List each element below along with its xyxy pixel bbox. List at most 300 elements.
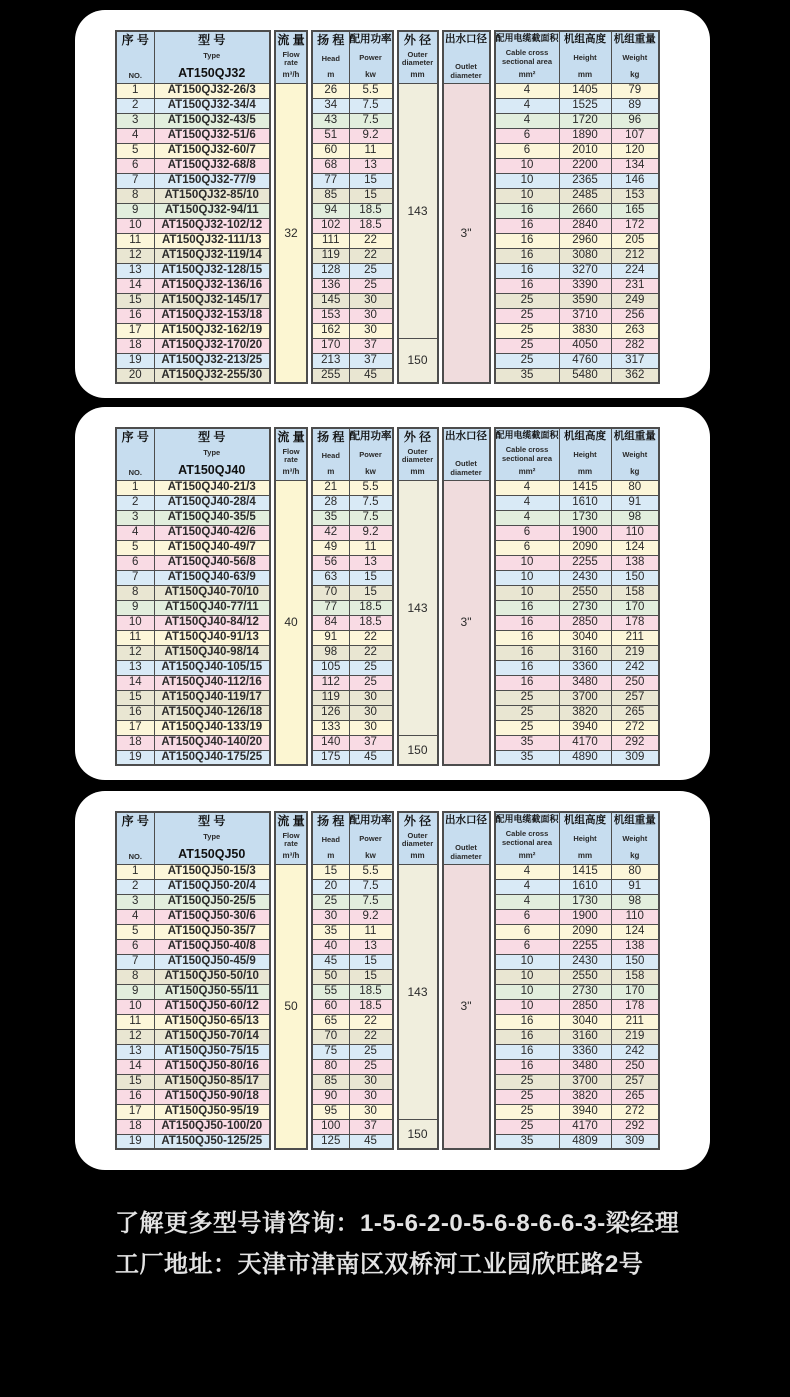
- weight-cell: 211: [611, 1014, 659, 1029]
- header-cell-content: [276, 33, 306, 81]
- no-cell: 19: [116, 750, 154, 765]
- head-label-zh: 扬 程: [317, 430, 345, 445]
- header-cell-content: [276, 814, 306, 862]
- head-cell: 70: [312, 585, 349, 600]
- head-cell: 34: [312, 98, 349, 113]
- head-cell: 213: [312, 353, 349, 368]
- weight-unit-label: kg: [630, 467, 640, 477]
- height-cell: 4050: [559, 338, 611, 353]
- table-row: [116, 1119, 659, 1134]
- head-cell: 170: [312, 338, 349, 353]
- header-cell-content: [444, 430, 489, 478]
- power-unit-label: kw: [365, 851, 376, 861]
- power-cell: 18.5: [349, 999, 393, 1014]
- no-cell: 3: [116, 113, 154, 128]
- head-cell: 35: [312, 510, 349, 525]
- height-cell: 2840: [559, 218, 611, 233]
- cable-label-en: Cable cross sectional area: [501, 47, 553, 66]
- weight-cell: 107: [611, 128, 659, 143]
- table-body: [116, 864, 659, 1149]
- head-cell: 105: [312, 660, 349, 675]
- power-cell: 25: [349, 660, 393, 675]
- table-row: [116, 480, 659, 495]
- type-cell: AT150QJ32-213/25: [154, 353, 270, 368]
- head-cell: 125: [312, 1134, 349, 1149]
- flow-label-zh: 流 量: [277, 33, 305, 48]
- type-cell: AT150QJ40-42/6: [154, 525, 270, 540]
- header-cell-content: [350, 814, 392, 862]
- head-cell: 126: [312, 705, 349, 720]
- type-label-zh: 型 号: [198, 430, 226, 445]
- type-cell: AT150QJ32-77/9: [154, 173, 270, 188]
- type-cell: AT150QJ32-170/20: [154, 338, 270, 353]
- power-unit-label: kw: [365, 70, 376, 80]
- outlet-merged-cell: 3": [443, 83, 490, 383]
- table-row: [116, 98, 659, 113]
- head-cell: 68: [312, 158, 349, 173]
- table-header: [116, 428, 659, 480]
- cable-cell: 6: [495, 540, 560, 555]
- head-cell: 25: [312, 894, 349, 909]
- type-cell: AT150QJ40-77/11: [154, 600, 270, 615]
- type-label-en: Type: [203, 51, 221, 61]
- no-cell: 15: [116, 690, 154, 705]
- power-cell: 30: [349, 308, 393, 323]
- outlet-merged-cell: 3": [443, 864, 490, 1149]
- no-cell: 4: [116, 909, 154, 924]
- power-cell: 37: [349, 338, 393, 353]
- height-cell: 3820: [559, 705, 611, 720]
- table-row: [116, 143, 659, 158]
- cable-cell: 10: [495, 999, 560, 1014]
- power-cell: 7.5: [349, 495, 393, 510]
- table-row: [116, 128, 659, 143]
- outer-label-en: Outer diameter: [401, 446, 434, 465]
- type-cell: AT150QJ40-175/25: [154, 750, 270, 765]
- outlet-label-zh: 出水口径: [445, 814, 487, 827]
- power-cell: 22: [349, 1014, 393, 1029]
- cable-cell: 10: [495, 954, 560, 969]
- power-cell: 30: [349, 323, 393, 338]
- flow-label-zh: 流 量: [277, 430, 305, 445]
- weight-cell: 120: [611, 143, 659, 158]
- type-cell: AT150QJ32-60/7: [154, 143, 270, 158]
- table-row: [116, 510, 659, 525]
- height-cell: 2365: [559, 173, 611, 188]
- weight-cell: 250: [611, 675, 659, 690]
- outer-column-header: [398, 31, 438, 83]
- head-cell: 40: [312, 939, 349, 954]
- no-cell: 13: [116, 660, 154, 675]
- weight-label-zh: 机组重量: [613, 430, 656, 443]
- head-cell: 65: [312, 1014, 349, 1029]
- header-cell-content: [117, 814, 154, 862]
- head-cell: 119: [312, 248, 349, 263]
- header-cell-content: [155, 430, 270, 478]
- head-cell: 77: [312, 173, 349, 188]
- cable-label-zh: 配用电缆截面积: [495, 430, 559, 441]
- no-cell: 3: [116, 894, 154, 909]
- outer-label-zh: 外 径: [403, 814, 432, 829]
- power-cell: 15: [349, 585, 393, 600]
- cable-cell: 16: [495, 1059, 560, 1074]
- type-column-header: [154, 428, 270, 480]
- no-cell: 1: [116, 480, 154, 495]
- header-cell-content: [612, 33, 659, 81]
- weight-cell: 257: [611, 1074, 659, 1089]
- head-cell: 119: [312, 690, 349, 705]
- table-row: [116, 353, 659, 368]
- no-cell: 12: [116, 248, 154, 263]
- cable-cell: 10: [495, 173, 560, 188]
- weight-unit-label: kg: [630, 851, 640, 861]
- cable-cell: 16: [495, 1014, 560, 1029]
- height-unit-label: mm: [577, 851, 593, 861]
- no-cell: 8: [116, 585, 154, 600]
- weight-cell: 242: [611, 1044, 659, 1059]
- type-cell: AT150QJ40-21/3: [154, 480, 270, 495]
- cable-cell: 10: [495, 158, 560, 173]
- weight-cell: 96: [611, 113, 659, 128]
- head-cell: 140: [312, 735, 349, 750]
- weight-cell: 231: [611, 278, 659, 293]
- height-cell: 2255: [559, 939, 611, 954]
- head-label-en: Head: [321, 834, 340, 844]
- weight-cell: 124: [611, 924, 659, 939]
- weight-column-header: [611, 31, 659, 83]
- table-row: [116, 113, 659, 128]
- type-cell: AT150QJ32-111/13: [154, 233, 270, 248]
- flow-merged-cell: 50: [275, 864, 307, 1149]
- header-cell-content: [313, 814, 349, 862]
- head-unit-label: m: [327, 851, 335, 861]
- header-cell-content: [560, 814, 611, 862]
- header-cell-content: [117, 430, 154, 478]
- table-row: [116, 540, 659, 555]
- table-row: [116, 495, 659, 510]
- power-cell: 7.5: [349, 894, 393, 909]
- weight-cell: 292: [611, 1119, 659, 1134]
- no-cell: 7: [116, 570, 154, 585]
- cable-cell: 35: [495, 1134, 560, 1149]
- outer-unit-label: mm: [410, 467, 425, 477]
- head-cell: 112: [312, 675, 349, 690]
- cable-cell: 4: [495, 864, 560, 879]
- weight-cell: 224: [611, 263, 659, 278]
- type-cell: AT150QJ40-133/19: [154, 720, 270, 735]
- weight-cell: 212: [611, 248, 659, 263]
- height-cell: 2430: [559, 954, 611, 969]
- head-cell: 128: [312, 263, 349, 278]
- weight-cell: 272: [611, 720, 659, 735]
- type-cell: AT150QJ50-35/7: [154, 924, 270, 939]
- outlet-label-en: Outlet diameter: [450, 62, 482, 80]
- height-cell: 1610: [559, 879, 611, 894]
- pump-spec-table-qj50: [115, 811, 660, 1150]
- header-cell-content: [399, 814, 437, 862]
- cable-cell: 4: [495, 495, 560, 510]
- flow-unit-label: m³/h: [282, 467, 300, 477]
- power-cell: 22: [349, 630, 393, 645]
- weight-cell: 158: [611, 969, 659, 984]
- height-label-en: Height: [573, 834, 597, 844]
- no-cell: 14: [116, 278, 154, 293]
- power-cell: 5.5: [349, 83, 393, 98]
- head-cell: 162: [312, 323, 349, 338]
- no-cell: 1: [116, 864, 154, 879]
- no-cell: 5: [116, 924, 154, 939]
- table-row: [116, 525, 659, 540]
- no-cell: 10: [116, 615, 154, 630]
- weight-cell: 205: [611, 233, 659, 248]
- weight-label-zh: 机组重量: [613, 33, 656, 46]
- weight-cell: 150: [611, 954, 659, 969]
- spec-card-qj50: [75, 791, 710, 1170]
- no-cell: 2: [116, 495, 154, 510]
- table-row: [116, 939, 659, 954]
- outlet-column-header: [443, 31, 490, 83]
- power-cell: 30: [349, 720, 393, 735]
- type-cell: AT150QJ32-153/18: [154, 308, 270, 323]
- pump-spec-table-qj40: [115, 427, 660, 766]
- weight-cell: 110: [611, 525, 659, 540]
- head-cell: 55: [312, 984, 349, 999]
- table-row: [116, 630, 659, 645]
- no-label-en: NO.: [128, 851, 142, 861]
- type-cell: AT150QJ32-26/3: [154, 83, 270, 98]
- table-row: [116, 293, 659, 308]
- type-cell: AT150QJ40-28/4: [154, 495, 270, 510]
- no-cell: 5: [116, 143, 154, 158]
- outer-column-header: [398, 428, 438, 480]
- weight-cell: 170: [611, 600, 659, 615]
- header-row: [116, 31, 659, 83]
- no-column-header: [116, 812, 154, 864]
- cable-cell: 25: [495, 353, 560, 368]
- head-cell: 102: [312, 218, 349, 233]
- power-cell: 11: [349, 924, 393, 939]
- outlet-label-en: Outlet diameter: [450, 459, 482, 477]
- head-cell: 15: [312, 864, 349, 879]
- power-cell: 7.5: [349, 113, 393, 128]
- table-row: [116, 720, 659, 735]
- power-cell: 37: [349, 1119, 393, 1134]
- head-cell: 26: [312, 83, 349, 98]
- height-column-header: [559, 428, 611, 480]
- no-cell: 9: [116, 203, 154, 218]
- cable-cell: 10: [495, 984, 560, 999]
- height-cell: 2850: [559, 615, 611, 630]
- type-cell: AT150QJ40-91/13: [154, 630, 270, 645]
- series-model-label: AT150QJ40: [178, 463, 246, 478]
- header-row: [116, 428, 659, 480]
- weight-cell: 150: [611, 570, 659, 585]
- power-cell: 13: [349, 158, 393, 173]
- cable-cell: 4: [495, 83, 560, 98]
- type-cell: AT150QJ40-105/15: [154, 660, 270, 675]
- no-cell: 16: [116, 308, 154, 323]
- weight-cell: 219: [611, 1029, 659, 1044]
- type-cell: AT150QJ40-126/18: [154, 705, 270, 720]
- table-row: [116, 660, 659, 675]
- head-cell: 35: [312, 924, 349, 939]
- header-cell-content: [560, 430, 611, 478]
- height-cell: 2730: [559, 600, 611, 615]
- power-cell: 15: [349, 173, 393, 188]
- no-cell: 9: [116, 984, 154, 999]
- table-row: [116, 645, 659, 660]
- no-cell: 12: [116, 1029, 154, 1044]
- cable-cell: 25: [495, 293, 560, 308]
- weight-label-en: Weight: [622, 834, 648, 844]
- height-column-header: [559, 31, 611, 83]
- type-cell: AT150QJ50-30/6: [154, 909, 270, 924]
- height-cell: 3040: [559, 1014, 611, 1029]
- table-row: [116, 263, 659, 278]
- head-cell: 21: [312, 480, 349, 495]
- table-row: [116, 1029, 659, 1044]
- height-unit-label: mm: [577, 467, 593, 477]
- type-column-header: [154, 812, 270, 864]
- power-cell: 22: [349, 645, 393, 660]
- no-label-en: NO.: [128, 70, 142, 80]
- height-cell: 1900: [559, 909, 611, 924]
- cable-cell: 16: [495, 218, 560, 233]
- weight-cell: 309: [611, 750, 659, 765]
- cable-cell: 10: [495, 570, 560, 585]
- height-cell: 2730: [559, 984, 611, 999]
- table-header: [116, 812, 659, 864]
- header-cell-content: [496, 430, 559, 478]
- cable-cell: 4: [495, 98, 560, 113]
- no-cell: 3: [116, 510, 154, 525]
- type-cell: AT150QJ40-98/14: [154, 645, 270, 660]
- cable-cell: 16: [495, 600, 560, 615]
- no-cell: 8: [116, 188, 154, 203]
- no-cell: 18: [116, 338, 154, 353]
- height-cell: 3040: [559, 630, 611, 645]
- height-cell: 3480: [559, 675, 611, 690]
- head-cell: 63: [312, 570, 349, 585]
- weight-cell: 256: [611, 308, 659, 323]
- cable-cell: 16: [495, 278, 560, 293]
- head-cell: 85: [312, 188, 349, 203]
- type-cell: AT150QJ50-85/17: [154, 1074, 270, 1089]
- type-label-en: Type: [203, 448, 221, 458]
- header-cell-content: [444, 33, 489, 81]
- power-unit-label: kw: [365, 467, 376, 477]
- table-row: [116, 969, 659, 984]
- outlet-column-header: [443, 812, 490, 864]
- header-cell-content: [276, 430, 306, 478]
- power-cell: 25: [349, 1044, 393, 1059]
- cable-cell: 16: [495, 645, 560, 660]
- weight-cell: 138: [611, 555, 659, 570]
- type-cell: AT150QJ32-94/11: [154, 203, 270, 218]
- no-cell: 10: [116, 218, 154, 233]
- no-cell: 19: [116, 353, 154, 368]
- power-cell: 18.5: [349, 600, 393, 615]
- flow-merged-cell: 40: [275, 480, 307, 765]
- table-row: [116, 615, 659, 630]
- cable-column-header: [495, 428, 560, 480]
- power-cell: 7.5: [349, 879, 393, 894]
- type-cell: AT150QJ40-49/7: [154, 540, 270, 555]
- height-cell: 1610: [559, 495, 611, 510]
- weight-cell: 250: [611, 1059, 659, 1074]
- table-body: [116, 480, 659, 765]
- height-cell: 3700: [559, 690, 611, 705]
- no-cell: 2: [116, 98, 154, 113]
- power-cell: 15: [349, 954, 393, 969]
- table-row: [116, 203, 659, 218]
- header-cell-content: [496, 814, 559, 862]
- table-row: [116, 1014, 659, 1029]
- no-cell: 5: [116, 540, 154, 555]
- table-row: [116, 894, 659, 909]
- no-label-zh: 序 号: [121, 430, 149, 445]
- header-cell-content: [560, 33, 611, 81]
- cable-cell: 25: [495, 1119, 560, 1134]
- head-unit-label: m: [327, 467, 335, 477]
- table-row: [116, 338, 659, 353]
- cable-column-header: [495, 31, 560, 83]
- table-row: [116, 1089, 659, 1104]
- outlet-column-header: [443, 428, 490, 480]
- no-cell: 19: [116, 1134, 154, 1149]
- type-cell: AT150QJ32-128/15: [154, 263, 270, 278]
- height-cell: 2850: [559, 999, 611, 1014]
- cable-cell: 16: [495, 203, 560, 218]
- no-cell: 11: [116, 1014, 154, 1029]
- height-cell: 4170: [559, 1119, 611, 1134]
- weight-cell: 242: [611, 660, 659, 675]
- weight-cell: 124: [611, 540, 659, 555]
- power-cell: 25: [349, 1059, 393, 1074]
- head-cell: 75: [312, 1044, 349, 1059]
- cable-cell: 16: [495, 675, 560, 690]
- cable-cell: 6: [495, 909, 560, 924]
- head-cell: 175: [312, 750, 349, 765]
- no-cell: 17: [116, 323, 154, 338]
- weight-cell: 98: [611, 894, 659, 909]
- outer-label-en: Outer diameter: [401, 49, 434, 68]
- table-row: [116, 690, 659, 705]
- power-cell: 9.2: [349, 525, 393, 540]
- weight-cell: 265: [611, 705, 659, 720]
- power-cell: 37: [349, 735, 393, 750]
- head-cell: 49: [312, 540, 349, 555]
- head-cell: 28: [312, 495, 349, 510]
- outlet-label-en: Outlet diameter: [450, 843, 482, 861]
- height-cell: 2485: [559, 188, 611, 203]
- weight-cell: 219: [611, 645, 659, 660]
- head-label-en: Head: [321, 53, 340, 63]
- weight-cell: 91: [611, 879, 659, 894]
- type-cell: AT150QJ32-68/8: [154, 158, 270, 173]
- type-label-zh: 型 号: [198, 33, 226, 48]
- no-cell: 18: [116, 735, 154, 750]
- no-cell: 6: [116, 555, 154, 570]
- no-label-zh: 序 号: [121, 814, 149, 829]
- type-cell: AT150QJ32-51/6: [154, 128, 270, 143]
- table-row: [116, 879, 659, 894]
- outer-merged-cell: 143: [398, 83, 438, 338]
- type-cell: AT150QJ50-55/11: [154, 984, 270, 999]
- head-cell: 98: [312, 645, 349, 660]
- head-cell: 136: [312, 278, 349, 293]
- series-model-label: AT150QJ50: [178, 847, 246, 862]
